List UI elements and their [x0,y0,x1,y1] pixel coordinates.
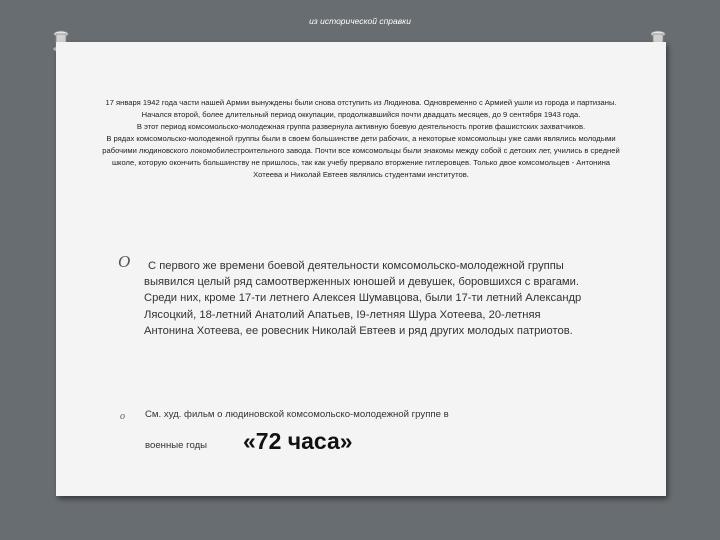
intro-line: 17 января 1942 года части нашей Армии вынуждены были снова отступить из Людинова. Одновременно с Армией ушли из города и партизаны. [105,98,617,107]
intro-line: В рядах комсомольско-молодежной группы были в своем большинстве дети рабочих, а некоторые комсомольцы уже сами являлись молодыми рабочими людиновского локомобилестроительного завода. Почти все комсомольцы были знакомы между собой с детских лет, учились в средней школе, которую окончить большинству не пришлось, так как учебу прервало вторжение гитлеровцев. Только двое комсомольцев - Антонина Хотеева и Николай Евтеев являлись студентами институтов. [102,134,620,179]
bullet-marker-small: o [120,411,125,422]
film-note-line2: военные годы [145,440,208,451]
film-note-line1: См. худ. фильм о людиновской комсомольско-молодежной группе в [145,409,449,420]
intro-line: Начался второй, более длительный период оккупации, продолжавшийся почти двадцать месяцев, до 9 сентября 1943 года. [141,110,581,119]
main-paragraph-text: С первого же времени боевой деятельности комсомольско-молодежной группы выявился целый ряд самоотверженных юношей и девушек, боровшихся с врагами. Среди них, кроме 17-ти летнего Алексея Шумавцова, были 17-ти летний Александр Лясоцкий, 18-летний Анатолий Апатьев, I9-летняя Шура Хотеева, 20-летняя Антонина Хотеева, ее ровесник Николай Евтеев и ряд других молодых патриотов. [144,260,582,337]
main-paragraph [144,258,584,339]
bullet-marker: O [118,252,131,271]
intro-text [98,97,624,181]
intro-line: В этот период комсомольско-молодежная группа развернула активную боевую деятельность против фашистских захватчиков. [136,122,586,131]
film-title: «72 часа» [243,428,353,454]
slide-header: из исторической справки [309,16,411,26]
